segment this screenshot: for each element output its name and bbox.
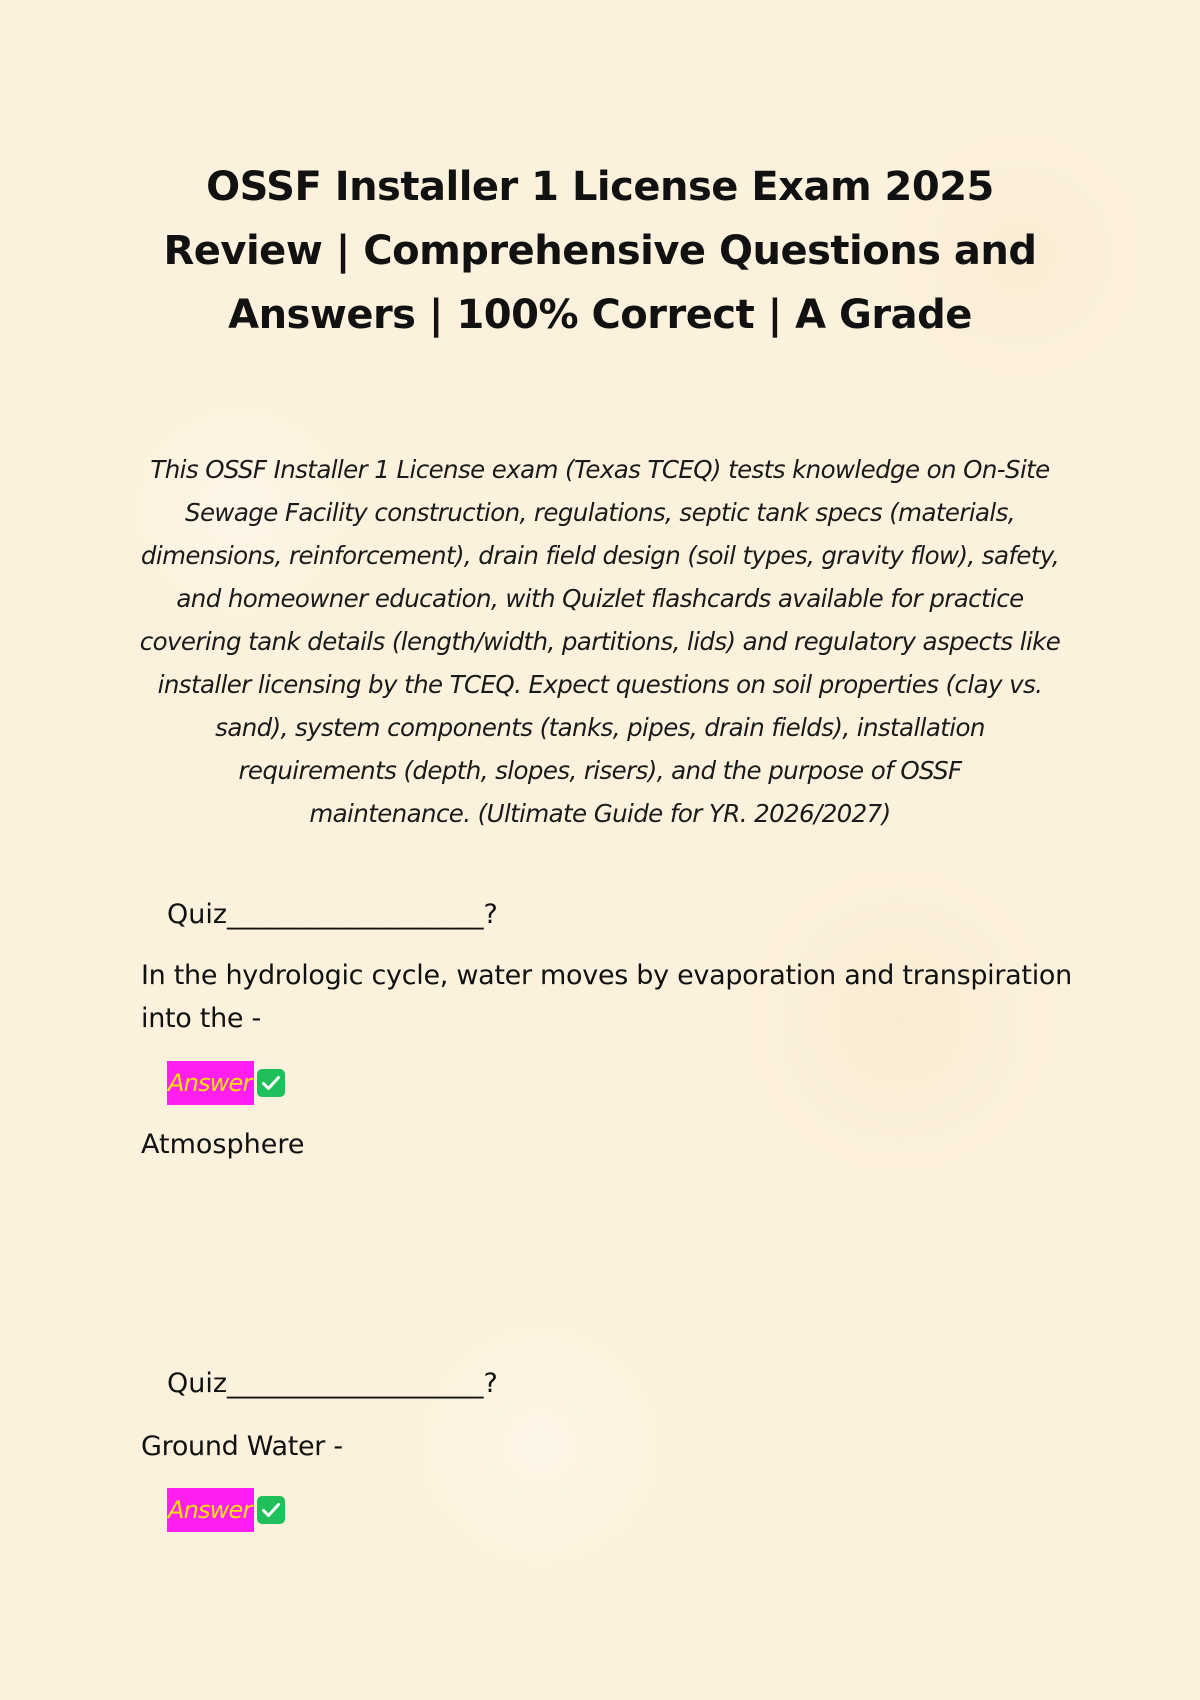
quiz-label: Quiz___________________? [167,899,498,930]
intro-line: Sewage Facility construction, regulations, septic tank specs (materials, [185,498,1015,527]
intro-line: requirements (depth, slopes, risers), and the purpose of OSSF [238,756,962,785]
question-text [141,1425,1081,1468]
question-line: into the - [141,1003,261,1034]
answer-row [167,1061,286,1105]
intro-line: sand), system components (tanks, pipes, drain fields), installation [215,713,985,742]
question-line: Ground Water - [141,1431,343,1462]
title-line: Answers | 100% Correct | A Grade [228,292,972,338]
question-text [141,954,1081,1040]
intro-line: installer licensing by the TCEQ. Expect questions on soil properties (clay vs. [157,670,1043,699]
intro-line: covering tank details (length/width, partitions, lids) and regulatory aspects like [139,627,1061,656]
intro-paragraph [130,448,1070,835]
title-line: OSSF Installer 1 License Exam 2025 [206,164,994,210]
answer-text: Atmosphere [141,1129,305,1160]
intro-line: dimensions, reinforcement), drain field design (soil types, gravity flow), safety, [140,541,1060,570]
intro-line: maintenance. (Ultimate Guide for YR. 2026/2027) [309,799,891,828]
answer-tag: Answer [167,1061,254,1105]
check-mark-button-icon [256,1068,286,1098]
intro-line: and homeowner education, with Quizlet flashcards available for practice [176,584,1024,613]
question-line: In the hydrologic cycle, water moves by evaporation and transpiration [141,960,1072,991]
check-mark-button-icon [256,1495,286,1525]
quiz-label: Quiz___________________? [167,1368,498,1399]
title-line: Review | Comprehensive Questions and [163,228,1037,274]
document-title [120,155,1080,347]
intro-line: This OSSF Installer 1 License exam (Texas TCEQ) tests knowledge on On-Site [150,455,1050,484]
answer-tag: Answer [167,1488,254,1532]
answer-row [167,1488,286,1532]
